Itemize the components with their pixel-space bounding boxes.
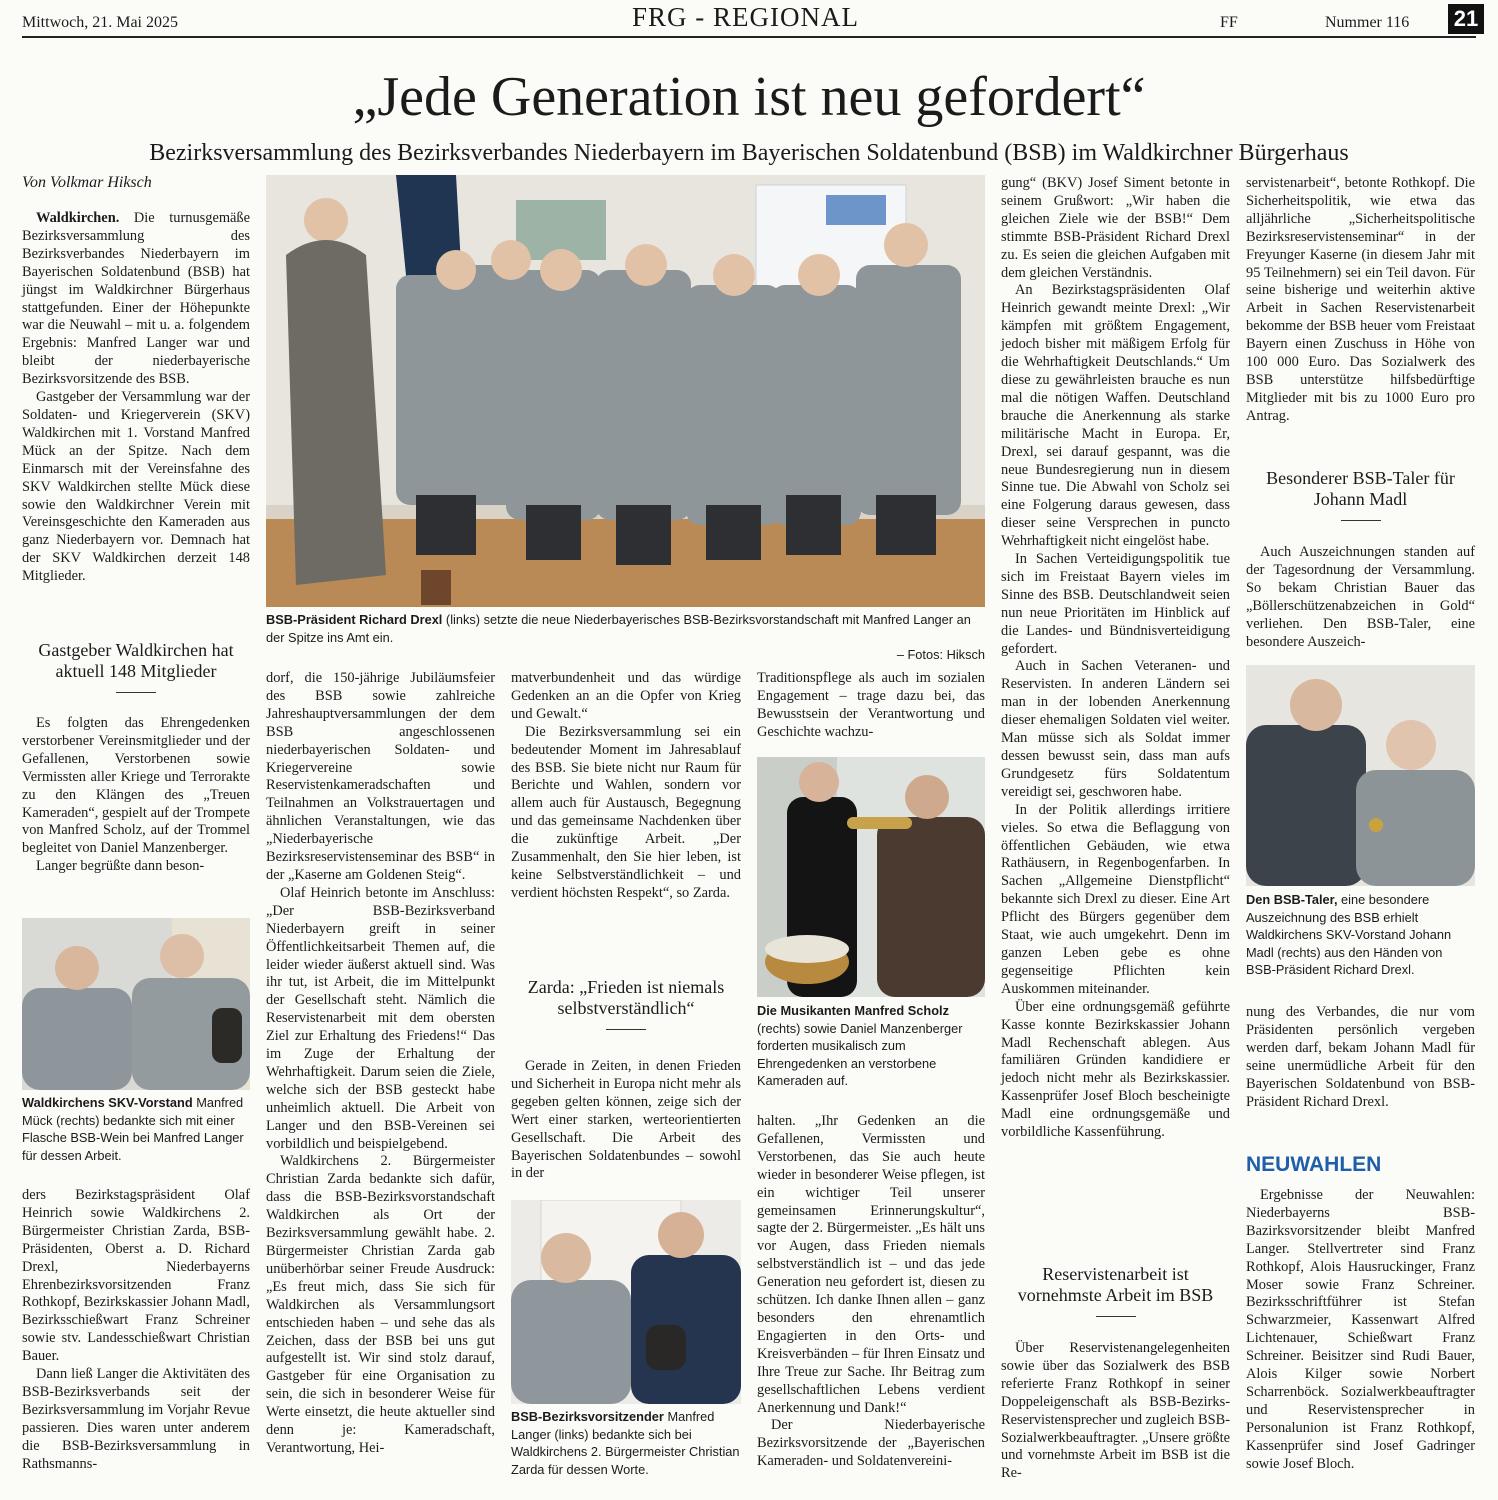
bezirksvorsitzender-photo xyxy=(511,1200,741,1404)
column-5-bottom xyxy=(1001,1340,1230,1483)
main-photo-caption xyxy=(266,611,985,664)
page-number: 21 xyxy=(1448,4,1484,34)
subheading-text: Reservistenarbeit ist vornehmste Arbeit im BSB xyxy=(1017,1264,1214,1305)
neuwahlen-heading: NEUWAHLEN xyxy=(1246,1153,1382,1176)
dateline: Waldkirchen. xyxy=(36,210,120,226)
subheading-taler xyxy=(1246,468,1475,521)
paragraph: Über eine ordnungsgemäß geführte Kasse konnte Bezirkskassier Johann Madl Rechenschaft ablegen. Aus familiären Gründen kandidiere er jedoch nicht mehr als Bezirkskassier. Kassenprüfer Josef Bloch bescheinigte Madl eine ordnungsgemäße und vorbildliche Kassenführung. xyxy=(1001,998,1230,1141)
subheading-text: Besonderer BSB-Taler für Johann Madl xyxy=(1266,468,1455,509)
subheading-text: Zarda: „Frieden ist niemals selbstverständlich“ xyxy=(527,977,725,1018)
paragraph: dorf, die 150-jährige Jubiläumsfeier des BSB sowie zahlreiche Jahreshauptversammlungen der dem BSB angeschlossenen niederbayerischen Soldaten- und Kriegervereine sowie Reservistenkameradschaften und Teilnahmen an Volkstrauertagen und ähnlichen Veranstaltungen, wie das „Niederbayerische Bezirksreservistenseminar des BSB“ in der „Kaserne am Goldenen Steig“. xyxy=(266,670,495,883)
caption-text: eine besondere Auszeichnung des BSB erhielt Waldkirchens SKV-Vorstand Johann Madl (rechts) aus den Händen von BSB-Präsident Richard Drexl. xyxy=(1246,892,1452,978)
issue-date: Mittwoch, 21. Mai 2025 xyxy=(22,14,178,31)
column-1-top xyxy=(22,210,250,586)
paragraph: Es folgten das Ehrengedenken verstorbener Vereinsmitglieder und der Gefallenen, Verstorbenen sowie Vermissten aller Kriege und Terrorakte zu den Klängen des „Treuen Kameraden“, gespielt auf der Trompete von Manfred Scholz, auf der Trommel begleitet von Daniel Manzenberger. xyxy=(22,715,250,857)
subheadline: Bezirksversammlung des Bezirksverbandes Niederbayern im Bayerischen Soldatenbund (BSB) im Waldkirchner Bürgerhaus xyxy=(149,140,1349,166)
photo-credit: – Fotos: Hiksch xyxy=(896,647,985,663)
subheading-reservistenarbeit xyxy=(1001,1264,1230,1317)
paragraph: matverbundenheit und das würdige Gedenken an an die Opfer von Krieg und Gewalt.“ xyxy=(511,670,741,722)
caption-bold: BSB-Präsident Richard Drexl xyxy=(266,612,443,627)
section-title: FRG - REGIONAL xyxy=(632,2,859,32)
divider xyxy=(1341,520,1381,521)
caption-text: Manfred Langer (links) bedankte sich bei Waldkirchens 2. Bürgermeister Christian Zarda für dessen Worte. xyxy=(511,1409,740,1477)
paragraph: Auch in Sachen Veteranen- und Reservisten. In anderen Ländern sei man in der lobenden Anerkennung dieser ehemaligen Soldaten viel weiter. Man müsse sich als Soldat immer dessen bewusst sein, dass man aufs Grundgesetz fürs Soldatentum vereidigt sei, geschworen habe. xyxy=(1001,658,1230,800)
column-6-top xyxy=(1246,175,1475,426)
paragraph: An Bezirkstagspräsidenten Olaf Heinrich gewandt meinte Drexl: „Wir kämpfen mit größtem Engagement, jedoch bisher mit mäßigem Erfolg für die Wehrhaftigkeit Deutschlands.“ Um diese zu gewährleisten brauche es nun mal die nötigen Waffen. Deutschland brauche die Anerkennung als starke militärische Macht in Europa. Er, Drexl, sei darauf gespannt, was die neue Bundesregierung nun in diesem Sinne tue. Die Abwahl von Scholz sei eine Folgerung daraus gewesen, dass dieser seine Versprechen in puncto Wehrhaftigkeit nicht eingelöst habe. xyxy=(1001,282,1230,550)
column-1-bottom xyxy=(22,1187,250,1474)
paragraph: Gerade in Zeiten, in denen Frieden und Sicherheit in Europa nicht mehr als gegeben gelten können, zeige sich der Wert einer starken, werteorientierten Gesellschaft. Die Arbeit des Bayerischen Soldatenbundes – sowohl in der xyxy=(511,1058,741,1182)
paragraph: Ergebnisse der Neuwahlen: Niederbayerns BSB-Bazirksvorsitzender bleibt Manfred Langer. Stellvertreter sind Franz Rothkopf, Alois Hausruckinger, Franz Moser sowie Franz Schreiner. Bezirksschriftführer ist Stefan Schwarzmeier, Kassenwart Alfred Lichtenauer, Schießwart Franz Schreiner. Beisitzer sind Rudi Bauer, Alois Kilger sowie Norbert Scharrenböck. Sozialwerkbeauftragter und Reservistensprecher in Personalunion ist Franz Rothkopf, Kassenprüfer sind Josef Gadringer sowie Josef Bloch. xyxy=(1246,1187,1475,1472)
paragraph: Gastgeber der Versammlung war der Soldaten- und Kriegerverein (SKV) Waldkirchen mit 1. Vorstand Manfred Mück an der Spitze. Nach dem Einmarsch mit der Vereinsfahne des SKV Waldkirchen stellte Mück diese sowie den Waldkirchner Verein mit Vereinsgeschichte den Kameraden aus ganz Niederbayern vor. Demnach hat der SKV Waldkirchen derzeit 148 Mitglieder. xyxy=(22,389,250,585)
page-header xyxy=(22,2,1479,38)
paragraph: Traditionspflege als auch im sozialen Engagement – trage dazu bei, das Bewusstsein der Verantwortung und Geschichte wachzu- xyxy=(757,670,985,740)
paragraph: nung des Verbandes, die nur vom Präsidenten persönlich vergeben werden darf, bekam Johann Madl für seine unermüdliche Arbeit für den Bayerischen Soldatenbund von BSB-Präsident Richard Drexl. xyxy=(1246,1004,1475,1110)
column-2 xyxy=(266,670,495,1458)
divider xyxy=(116,692,156,693)
subheading-gastgeber xyxy=(22,640,250,693)
paragraph: In Sachen Verteidigungspolitik tue sich im Freistaat Bayern vieles im Sinne des BSB. Deutschlandweit seien nun neue Prioritäten im Hinblick auf die Landes- und Bündnisverteidigung gefordert. xyxy=(1001,551,1230,657)
paragraph: Olaf Heinrich betonte im Anschluss: „Der BSB-Bezirksverband Niederbayern greift in seiner Öffentlichkeitsarbeit Themen auf, die leider wieder äußerst aktuell sind. Was ihr tut, ist Arbeit, die im Mittelpunkt der Gesellschaft steht. Nämlich die Reservistenarbeit mit dem obersten Ziel zur Erhaltung des Friedens!“ Das im Zuge der Erhaltung der Wehrhaftigkeit. Darum seien die Ziele, welche sich der BSB gesteckt habe unheimlich aktuell. Die Arbeit von Langer und den BSB-Vereinen sei vorbildlich und beispielgebend. xyxy=(266,884,495,1152)
paragraph: servistenarbeit“, betonte Rothkopf. Die Sicherheitspolitik, wie etwa das alljährliche „Sicherheitspolitische Bezirksreservistenseminar“ in der Freyunger Kaserne (in diesem Jahr mit 95 Teilnehmern) sei ein Teil davon. Für seine bisherige und weiterhin aktive Arbeit in Sachen Reservistenarbeit bekomme der BSB heuer vom Freistaat Bayern einen Zuschuss in Höhe von 100 000 Euro. Das Sozialwerk des BSB unterstütze hilfsbedürftige Mitglieder mit bis zu 1000 Euro pro Antrag. xyxy=(1246,175,1475,424)
paragraph: Die turnusgemäße Bezirksversammlung des Bezirksverbandes Niederbayern im Bayerischen Soldatenbund (BSB) hat jüngst im Waldkirchner Bürgerhaus stattgefunden. Einer der Höhepunkte war die Neuwahl – mit u. a. folgendem Ergebnis: Manfred Langer war und bleibt der niederbayerische Bezirksvorsitzende des BSB. xyxy=(22,210,250,388)
divider xyxy=(1096,1316,1136,1317)
paragraph: halten. „Ihr Gedenken an die Gefallenen, Vermissten und Verstorbenen, das Sie auch heute wieder in besonderer Weise pflegen, ist ein wichtiger Teil unserer gemeinsamen Erinnerungskultur“, sagte der 2. Bürgermeister. „Es hält uns vor Augen, dass Frieden niemals selbstverständlich ist – und das jede Generation neu gefordert ist, diesen zu schützen. Ich danke Ihnen allen – ganz besonders den ehrenamtlich Engagierten in den Orts- und Kreisverbänden – für Ihren Einsatz und Ihre Treue zur Sache. Ihr Beitrag zum gesellschaftlichen Lebens verdient Anerkennung und Dank!“ xyxy=(757,1113,985,1416)
divider xyxy=(606,1029,646,1030)
main-group-photo xyxy=(266,175,985,607)
column-4-bottom xyxy=(757,1113,985,1471)
subheading-zarda xyxy=(511,977,741,1030)
subheading-text: Gastgeber Waldkirchen hat aktuell 148 Mitglieder xyxy=(38,640,234,681)
paragraph: Langer begrüßte dann beson- xyxy=(36,858,205,875)
caption-text: (links) setzte die neue Niederbayerisches BSB-Bezirksvorstandschaft mit Manfred Langer an der Spitze ins Amt ein. xyxy=(266,612,971,645)
bezirksvorsitzender-caption xyxy=(511,1408,741,1478)
edition-code: FF xyxy=(1220,14,1238,31)
caption-bold: Waldkirchens SKV-Vorstand xyxy=(22,1095,193,1110)
caption-text: Manfred Mück (rechts) bedankte sich mit einer Flasche BSB-Wein bei Manfred Langer für dessen Arbeit. xyxy=(22,1095,244,1163)
neuwahlen-text xyxy=(1246,1187,1475,1474)
paragraph: In der Politik allerdings irritiere vieles. So etwa die Beflaggung von öffentlichen Gebäuden, wie etwa Rathäusern, in Regenbogenfarben. In Sachen „Allgemeine Dienstpflicht“ bekannte sich Drexl zu dieser. Eine Art Pflicht des Bürgers gegenüber dem Staat, wie auch umgekehrt. Denn im ganzen Leben gebe es ohne gegenseitige Pflichten kein Auskommen miteinander. xyxy=(1001,801,1230,997)
column-1-mid xyxy=(22,715,250,876)
paragraph: Dann ließ Langer die Aktivitäten des BSB-Bezirksverbands seit der Bezirksversammlung im Vorjahr Revue passieren. Dies waren unter anderem die BSB-Bezirksversammlung in Rathsmanns- xyxy=(22,1366,250,1472)
paragraph: ders Bezirkstagspräsident Olaf Heinrich sowie Waldkirchens 2. Bürgermeister Christian Zarda, BSB-Präsidenten, Oberst a. D. Richard Drexl, Niederbayerns Ehrenbezirksvorsitzenden Franz Rothkopf, Bezirkskassier Johann Madl, Bezirksschießwart Franz Schreiner sowie stv. Landesschießwart Christian Bauer. xyxy=(22,1187,250,1365)
paragraph: gung“ (BKV) Josef Siment betonte in seinem Grußwort: „Wir haben die gleichen Ziele wie der BSB!“ Dem stimmte BSB-Präsident Richard Drexl zu. Es seien die gleichen Aufgaben mit dem gleichen Verständnis. xyxy=(1001,175,1230,281)
column-4-top xyxy=(757,670,985,742)
paragraph: Der Niederbayerische Bezirksvorsitzende der „Bayerischen Kameraden- und Soldatenvereini- xyxy=(757,1417,985,1470)
musikanten-caption xyxy=(757,1002,985,1090)
caption-bold: BSB-Bezirksvorsitzender xyxy=(511,1409,664,1424)
paragraph: Auch Auszeichnungen standen auf der Tagesordnung der Versammlung. So bekam Christian Bauer das „Böllerschützenabzeichen in Gold“ verliehen. Den BSB-Taler, eine besondere Auszeich- xyxy=(1246,544,1475,650)
issue-number: Nummer 116 xyxy=(1325,14,1410,31)
taler-photo xyxy=(1246,665,1475,886)
column-3-bottom xyxy=(511,1058,741,1183)
byline: Von Volkmar Hiksch xyxy=(22,174,152,191)
column-3-top xyxy=(511,670,741,903)
headline: „Jede Generation ist neu gefordert“ xyxy=(352,66,1146,128)
column-6-bottom xyxy=(1246,1004,1475,1111)
caption-bold: Den BSB-Taler, xyxy=(1246,892,1338,907)
caption-text: (rechts) sowie Daniel Manzenberger forderten musikalisch zum Ehrengedenken an verstorbene Kameraden auf. xyxy=(757,1020,963,1089)
paragraph: Über Reservistenangelegenheiten sowie über das Sozialwerk des BSB referierte Franz Rothkopf in seiner Doppeleigenschaft als BSB-Bezirks-Reservistensprecher und zugleich BSB-Sozialwerkbeauftragter. „Unsere größte und vornehmste Arbeit im BSB ist die Re- xyxy=(1001,1340,1230,1482)
paragraph: Die Bezirksversammlung sei ein bedeutender Moment im Jahresablauf des BSB. Sie biete nicht nur Raum für Berichte und Wahlen, sondern vor allem auch für Austausch, Begegnung und das gemeinsame Nachdenken über die zukünftige Arbeit. „Der Zusammenhalt, den Sie hier leben, ist keine Selbstverständlichkeit – und verdient höchsten Respekt“, so Zarda. xyxy=(511,723,741,901)
skv-photo xyxy=(22,918,250,1090)
taler-caption xyxy=(1246,891,1475,979)
column-6-mid xyxy=(1246,544,1475,651)
paragraph: Waldkirchens 2. Bürgermeister Christian Zarda bedankte sich dafür, dass die BSB-Bezirksvorstandschaft Waldkirchen als Ort der Bezirksversammlung gewählt habe. 2. Bürgermeister Christian Zarda gab unüberhörbar seiner Freude Ausdruck: „Es freut mich, dass Sie sich für Waldkirchen als Versammlungsort entschieden haben – und sehe das als Zeichen, dass der BSB bei uns gut aufgestellt ist. Wir sind stolz darauf, Gastgeber für eine Organisation zu sein, die sich in besonderer Weise für Werte einsetzt, die heute aktueller sind denn je: Kameradschaft, Verantwortung, Hei- xyxy=(266,1153,495,1456)
column-5-top xyxy=(1001,175,1230,1142)
skv-caption xyxy=(22,1094,250,1164)
caption-bold: Die Musikanten Manfred Scholz xyxy=(757,1003,949,1018)
musikanten-photo xyxy=(757,757,985,997)
